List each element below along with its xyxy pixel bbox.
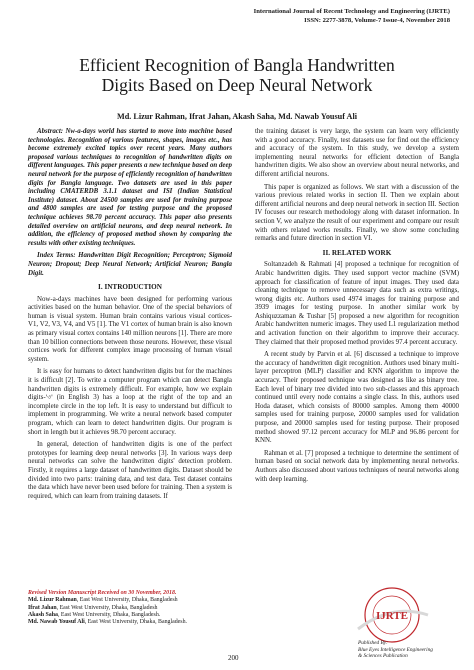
affiliation-1-text: , East West University, Dhaka, Bangladesh (76, 597, 178, 604)
affiliation-2 (28, 605, 233, 612)
intro-paragraph-2-a: It is easy for humans to detect handwritten digits but for the machines it is difficult [2]. To write a computer program which can detect Bangla handwritten digits is extremely difficult. For example, how we explain digits- (28, 368, 232, 402)
paper-title (20, 55, 454, 95)
paper-title-line1: Efficient Recognition of Bangla Handwritten (79, 55, 395, 75)
paper-authors: Md. Lizur Rahman, Ifrat Jahan, Akash Saha, Md. Nawab Yousuf Ali (117, 112, 357, 121)
related-paragraph-3: Rahman et al. [7] proposed a technique to determine the sentiment of human based on social network data by implementing neural networks. Authors also discussed about various techniques of neural networks along with deep learning. (255, 449, 459, 483)
affiliation-3 (28, 612, 233, 619)
intro-continued-paragraph: the training dataset is very large, the system can learn very efficiently with a good accuracy. Finally, test datasets use for find out the efficiency and accuracy of the system. In this study, we develop a system implementing neural networks for efficient detection of Bangla handwritten digits. We also show an overview about neural networks, and different artificial neurons. (255, 128, 459, 178)
affiliation-1 (28, 597, 233, 604)
affiliation-4 (28, 619, 233, 626)
affiliation-1-name: Md. Lizur Rahman (28, 597, 77, 604)
intro-paragraph-2-b: (in English 3) has a loop at the right of the top and an incomplete circle in the top left. It is easy to understand but difficult to implement in programming. We write a neural network based computer program, which can learn to detect handwritten digits. Our program is short in length but it achieves 98.70 percent accuracy. (28, 394, 232, 436)
intro-paragraph-2 (28, 368, 232, 437)
affiliation-3-name: Akash Saha (28, 611, 58, 618)
publisher-block (358, 640, 433, 660)
related-paragraph-1: Soltanzadeh & Rahmati [4] proposed a technique for recognition of Arabic handwritten digits. They used support vector machine (SVM) approach for classification of feature of input images. They used data cleaning technique to remove unnecessary data such as extra writings, wrong digits etc. Authors used 4974 images for training purpose and 3939 images for testing purpose. In another similar work by Ashiquzzaman & Tushar [5] proposed a new algorithm for recognition Arabic handwritten numeric images. They used L1 regularization method and activation function on their algorithm to improve their accuracy. They claimed that their proposed method provides 97.4 percent accuracy. (255, 261, 459, 346)
abstract-label: Abstract: (37, 128, 64, 135)
left-column (28, 128, 232, 505)
section-heading-related-work: II. RELATED WORK (322, 248, 392, 257)
revised-notice: Revised Version Manuscript Received on 30 November, 2018. (28, 590, 177, 596)
index-terms-label: Index Terms: (37, 252, 76, 260)
section-heading-introduction: I. INTRODUCTION (98, 283, 162, 292)
publisher-line-2: Blue Eyes Intelligence Engineering (358, 646, 433, 653)
journal-issn: ISSN: 2277-3878, Volume-7 Issue-4, November 2018 (304, 17, 450, 24)
affiliation-2-name: Ifrat Jahan (28, 604, 57, 611)
publisher-line-3: & Sciences Publication (358, 653, 408, 659)
affiliation-4-name: Md. Nawab Yousuf Ali (28, 619, 85, 626)
publisher-line-1: Published By: (358, 640, 388, 646)
intro-paragraph-3: In general, detection of handwritten digits is one of the perfect prototypes for learning deep neural networks [3]. In various ways deep neural networks can solve the handwritten digits' detection problem. Firstly, it requires a large dataset of handwritten digits. Dataset should be divided into two parts: training data, and test data. Test dataset contains the data which have never been used before for training. Then a system is required, which can learn from training datasets. If (28, 441, 232, 500)
bangla-digit-glyph: '৩' (45, 394, 53, 402)
author-footnote (28, 590, 233, 626)
right-column (255, 128, 459, 488)
intro-paragraph-1: Now-a-days machines have been designed for performing various activities based on the human behavior. One of the special behaviors of human is visual system. Human brain contains various visual cortices- V1, V2, V3, V4, and V5 [1]. The V1 cortex of human brain is also known as primary visual cortex contains 140 million neurons [1]. There are more than 10 billion connections between those neurons. However, these visual cortices work for different complex image processing of human visual system. (28, 295, 232, 363)
abstract (28, 128, 232, 248)
ijrte-seal-logo (352, 585, 432, 647)
journal-name: International Journal of Recent Technology and Engineering (IJRTE) (253, 8, 450, 15)
affiliation-2-text: , East West University, Dhaka, Bangladesh (56, 604, 158, 611)
abstract-text: Nw-a-days world has started to move into machine based technologies. Recognition of various features, shapes, images etc., has become extremely excited topics over recent years. Many authors proposed various techniques to recognition of handwritten digits on different languages. This paper presents a new technique based on deep neural network for the purpose of efficiently recognition of handwritten digits for Bangla language. Two datasets are used in this paper including CMATERDB 3.1.1 dataset and ISI (Indian Statistical Institute) dataset. About 24500 samples are used for training purpose and 4800 samples are used for testing purpose and the proposed technique achieves 98.70 percent accuracy. This paper also presents detailed overview on artificial neurons, and deep neural network. In addition, the efficiency of proposed method shown by comparing the results with other existing techniques. (28, 128, 232, 247)
journal-header (254, 7, 450, 25)
organization-paragraph: This paper is organized as follows. We start with a discussion of the various previous related works in section II. Then we explain about different artificial neurons and deep neural network in section III. Section IV focuses our research methodology along with dataset information. In section V, we analyze the result of our experiment and compare our result with others related works results. Finally, we show some concluding remarks and future direction in section VI. (255, 183, 459, 243)
related-paragraph-2: A recent study by Parvin et al. [6] discussed a technique to improve the accuracy of handwritten digit recognition. Authors used binary multi-layer perceptron (MLP) classifier and KNN algorithm to improve the accuracy. Their proposed technique was designed as like as binary tree. Each level of binary tree divided into two sub-classes and this approach continued until every node contains a single class. In this, authors used Hoda dataset, which consists of 80000 samples. Among them 40000 samples used for training purpose, 20000 samples used for validation purpose, and 20000 samples used for testing purpose. Their proposed method showed 97.12 percent accuracy for MLP and 96.86 percent for KNN. (255, 351, 459, 445)
index-terms-text: Handwritten Digit Recognition; Perceptron; Sigmoid Neuron; Dropout; Deep Neural Network; Artificial Neuron; Bangla Digit. (28, 252, 232, 277)
paper-title-line2: Digits Based on Deep Neural Network (101, 75, 373, 95)
affiliation-4-text: , East West University, Dhaka, Bangladesh. (84, 619, 188, 626)
affiliation-3-text: , East West University, Dhaka, Bangladesh. (57, 611, 161, 618)
index-terms (28, 252, 232, 278)
page-number: 200 (228, 654, 239, 662)
seal-text: IJRTE (375, 610, 409, 622)
